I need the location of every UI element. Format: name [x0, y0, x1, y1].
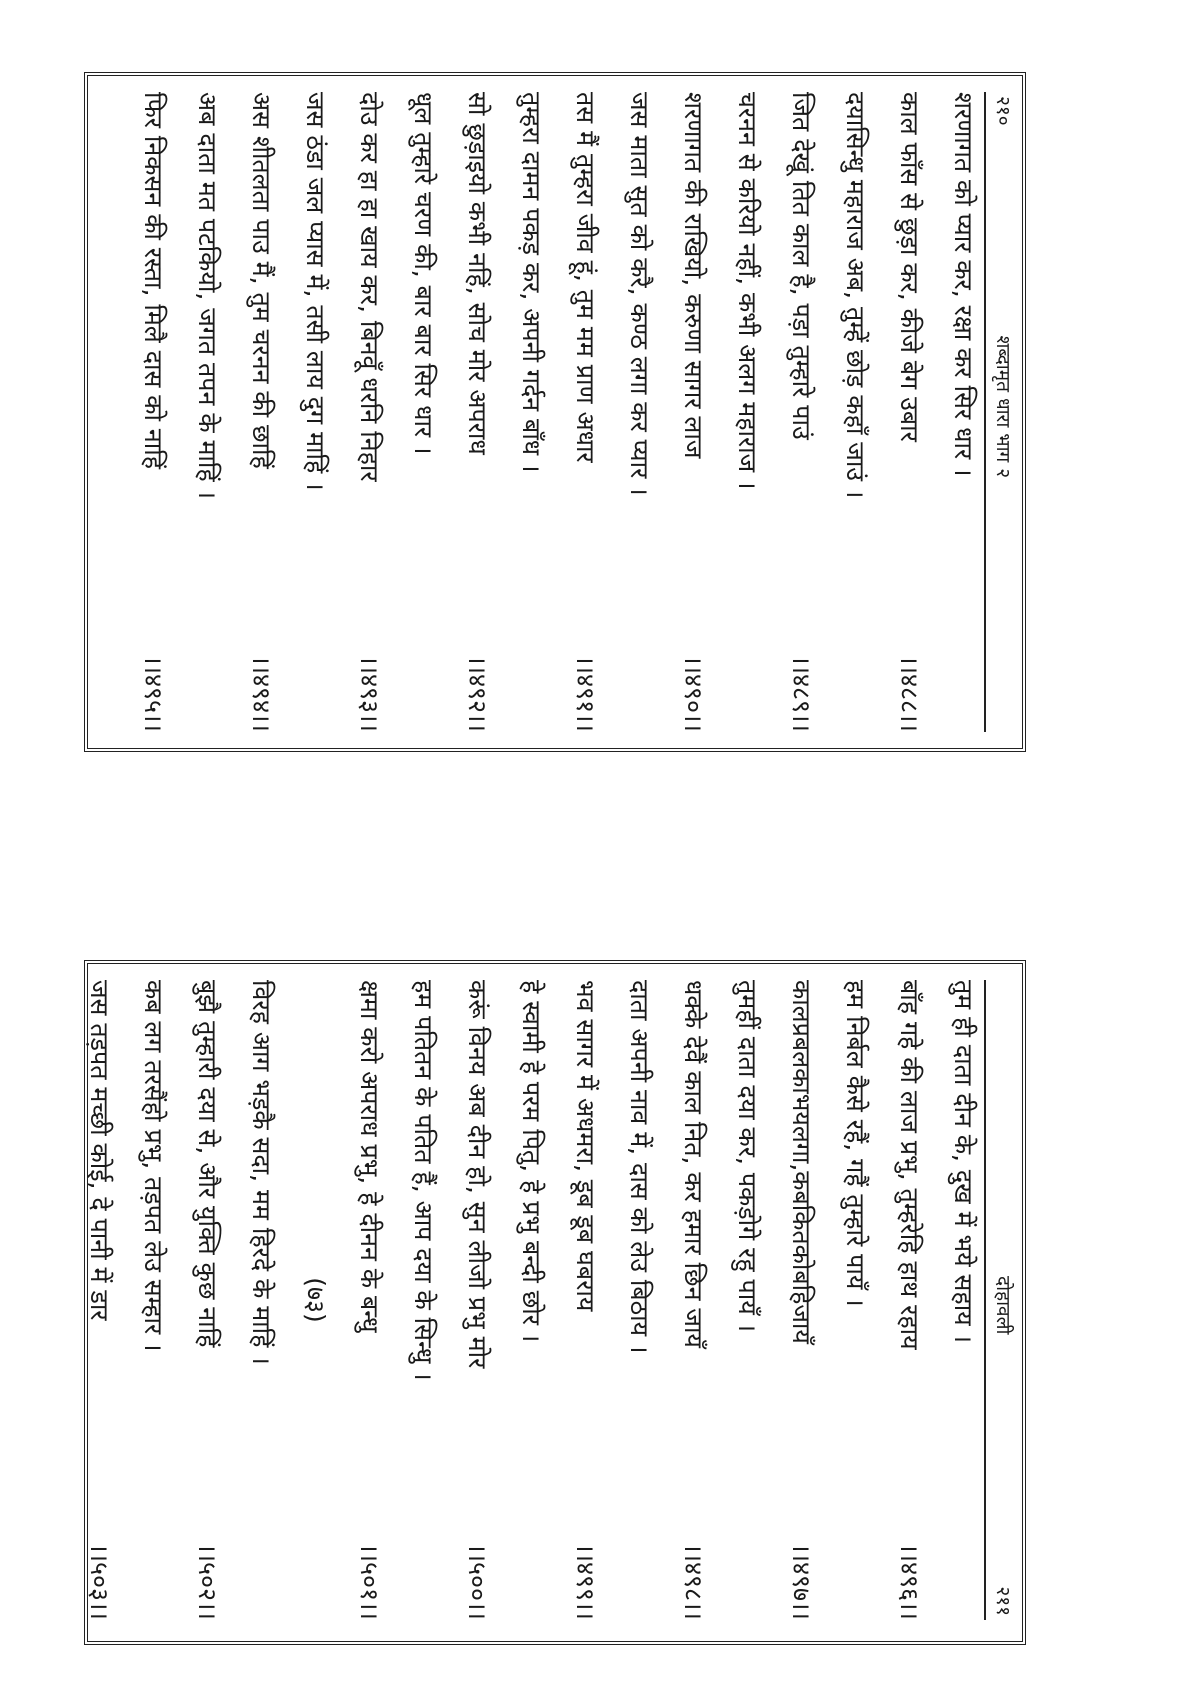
verse-number: ।।४९३।।: [355, 655, 384, 732]
verse-text: तुमहीं दाता दया कर, पकड़ोगे रहु पायँ ।: [733, 980, 762, 1333]
verse-number: ।।४९४।।: [247, 655, 276, 732]
verse-line: [760, 92, 814, 732]
verse-line: [598, 92, 652, 732]
verse-number: ।।४९१।।: [571, 655, 600, 732]
verse-text: तुम्हरा दामन पकड़ कर, अपनी गर्दन बाँध ।: [517, 92, 546, 473]
verse-text: जस माता सुत को करै, कण्ठ लगा कर प्यार ।: [625, 92, 654, 496]
verse-text: सो छुड़ाइयो कभी नहिं, सोच मोर अपराध: [463, 92, 492, 455]
verse-number: ।।४९६।।: [895, 1543, 924, 1620]
verse-line: [166, 92, 220, 732]
verse-text: जस ठंडा जल प्यास में, तसी लाय दुग माहिं ।: [301, 92, 330, 491]
verse-number: ।।४९८।।: [679, 1543, 708, 1620]
verse-text: अस शीतलता पाउ मैं, तुम चरनन की छाहिं: [247, 92, 276, 469]
verse-text: चरनन से करियो नहीं, कभी अलग महाराज ।: [733, 92, 762, 490]
verse-number: ।।४९५।।: [139, 655, 168, 732]
verse-text: कालप्रबलकाभयलगा,कबकितकोबहिजायँ: [787, 980, 816, 1344]
verse-text: करूं विनय अब दीन हो, सुन लीजो प्रभु मोर: [463, 980, 492, 1369]
verse-text: अब दाता मत पटकियो, जगत तपन के माहिं ।: [193, 92, 222, 500]
left-page-header: [984, 92, 1018, 732]
verse-line: [706, 980, 760, 1620]
verse-text: फिर निकसन की रस्ता, मिलै दास को नाहिं: [139, 92, 168, 470]
verse-text: हम निर्बल कैसे रहैं, गहैं तुम्हारे पायँ ।: [841, 980, 870, 1307]
verse-text: क्षमा करो अपराध प्रभु, हे दीनन के बन्धु: [355, 980, 384, 1333]
verse-text: काल फाँस से छुड़ा कर, कीजे बेग उबार: [895, 92, 924, 442]
verse-number: ।।४९०।।: [679, 655, 708, 732]
verse-number: ।।५०२।।: [193, 1543, 222, 1620]
verse-number: ।।४९७।।: [787, 1543, 816, 1620]
verse-line: [544, 92, 598, 732]
verse-text: कब लग तरसैंहो प्रभु, तड़पत लेउ सम्हार ।: [139, 980, 168, 1352]
verse-line: [544, 980, 598, 1620]
verse-list: [112, 92, 984, 732]
verse-number: ।।४९९।।: [571, 1543, 600, 1620]
verse-line: [814, 980, 868, 1620]
verse-line: [706, 92, 760, 732]
verse-text: जस तड़पत मच्छी कोई, दे पानी में डार: [85, 980, 114, 1321]
verse-text: तुम ही दाता दीन के, दुख में भये सहाय ।: [949, 980, 978, 1344]
right-page-frame: [84, 960, 1026, 1645]
verse-line: [814, 92, 868, 732]
verse-text: दाता अपनी नाव में, दास को लेउ बिठाय ।: [625, 980, 654, 1354]
verse-text: जित देखूं तित काल है, पड़ा तुम्हारे पाउं: [787, 92, 816, 440]
verse-line: [490, 92, 544, 732]
verse-line: [868, 92, 922, 732]
verse-line: [274, 92, 328, 732]
verse-line: [436, 980, 490, 1620]
right-page: [85, 964, 1022, 1636]
verse-text: शरणागत को प्यार कर, रक्षा कर सिर धार ।: [949, 92, 978, 477]
verse-line: [112, 980, 166, 1620]
verse-list: [58, 980, 984, 1620]
verse-text: बाँह गहे की लाज प्रभु, तुम्हरेहि हाथ रहाय: [895, 980, 924, 1350]
verse-line: [598, 980, 652, 1620]
verse-number: ।।५०३।।: [85, 1543, 114, 1620]
verse-line: [328, 980, 382, 1620]
verse-line: [58, 980, 112, 1620]
verse-line: [652, 980, 706, 1620]
verse-text: विरह आग भड़कै सदा, मम हिरदे के माहिं ।: [247, 980, 276, 1365]
verse-number: ।।५००।।: [463, 1543, 492, 1620]
verse-line: [382, 92, 436, 732]
running-title: दोहावली: [992, 1275, 1014, 1335]
verse-line: [166, 980, 220, 1620]
verse-text: हे स्वामी हे परम पितु, हे प्रभु बन्दी छोर ।: [517, 980, 546, 1343]
verse-line: [112, 92, 166, 732]
verse-line: [328, 92, 382, 732]
verse-text: धक्के देवैं काल नित, कर हमार छिन जायँ: [679, 980, 708, 1348]
page-number: २१०: [992, 96, 1014, 126]
verse-line: [490, 980, 544, 1620]
verse-text: तस मैं तुम्हरा जीव हूं, तुम मम प्राण अधार: [571, 92, 600, 463]
left-page-frame: [84, 72, 1026, 752]
verse-line: [220, 92, 274, 732]
verse-text: धूल तुम्हारे चरण की, बार बार सिर धार ।: [409, 92, 438, 455]
verse-line: [436, 92, 490, 732]
page-number: २११: [992, 1586, 1014, 1616]
left-page: [88, 76, 1022, 748]
verse-text: दयासिन्धु महाराज अब, तुम्हें छोड़ कहाँ जाउं ।: [841, 92, 870, 499]
verse-number: ।।४८९।।: [787, 655, 816, 732]
section-number: [274, 980, 328, 1620]
verse-line: [220, 980, 274, 1620]
verse-number: ।।४९२।।: [463, 655, 492, 732]
verse-line: [868, 980, 922, 1620]
verse-text: बुझै तुम्हारी दया से, और युक्ति कुछ नाहिं: [193, 980, 222, 1348]
verse-text: शरणागत की राखियो, करुणा सागर लाज: [679, 92, 708, 459]
verse-line: [922, 980, 976, 1620]
verse-text: हम पतितन के पतित हैं, आप दया के सिन्धु ।: [409, 980, 438, 1381]
right-page-header: [984, 980, 1018, 1620]
running-title: शब्दामृत धारा भाग २: [992, 335, 1014, 479]
verse-number: ।।५०१।।: [355, 1543, 384, 1620]
verse-text: दोउ कर हा हा खाय कर, बिनवूँ धरनि निहार: [355, 92, 384, 482]
verse-text: (७३): [301, 1277, 330, 1323]
verse-line: [922, 92, 976, 732]
verse-number: ।।४८८।।: [895, 655, 924, 732]
verse-line: [652, 92, 706, 732]
verse-line: [382, 980, 436, 1620]
verse-line: [760, 980, 814, 1620]
verse-text: भव सागर में अधमरा, डूब डूब घबराय: [571, 980, 600, 1312]
